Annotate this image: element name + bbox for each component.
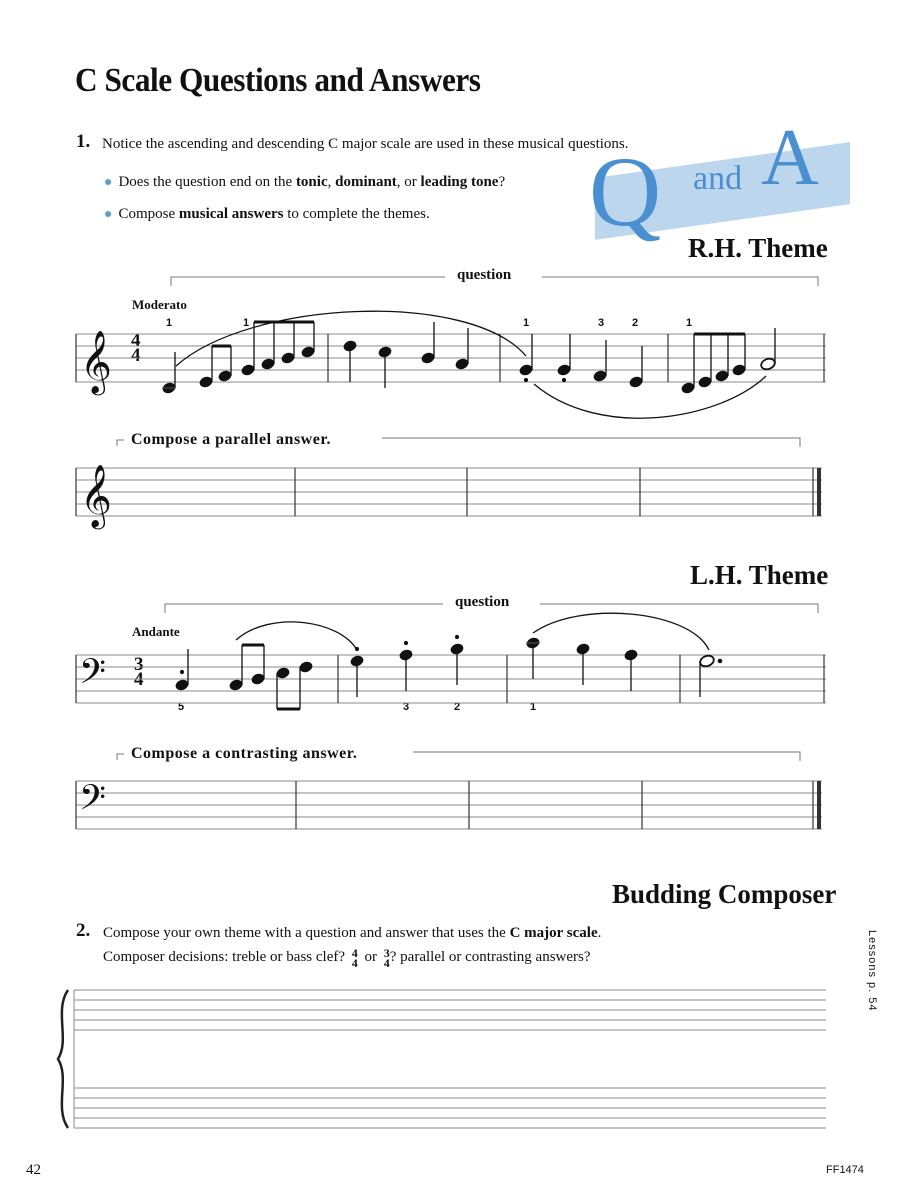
footer-code: FF1474 (826, 1164, 864, 1176)
bass-clef-icon: 𝄢 (79, 777, 107, 826)
time-sig-4-4: 4 4 (351, 945, 358, 970)
page-number: 42 (26, 1162, 41, 1178)
bullet-icon: ● (104, 207, 113, 222)
bullet-icon: ● (104, 175, 113, 190)
barlines (76, 330, 824, 829)
page-title: C Scale Questions and Answers (75, 62, 481, 99)
question-1-bullet-1: ● Does the question end on the tonic, dominant, or leading tone? (104, 174, 506, 190)
lh-answer-staff (76, 781, 822, 829)
rh-finger: 1 (166, 317, 173, 329)
rh-finger: 1 (243, 317, 250, 329)
bass-clef-icon: 𝄢 (79, 651, 107, 700)
treble-clef-icon: 𝄞 (80, 464, 112, 527)
question-1-number: 1. (76, 131, 91, 152)
lh-finger: 3 (403, 701, 410, 713)
lh-notes (175, 635, 722, 709)
rh-compose-label: Compose a parallel answer. (125, 431, 337, 449)
qa-logo-q: Q (589, 136, 662, 247)
rh-staff (76, 330, 826, 382)
question-1-text: Notice the ascending and descending C major scale are used in these musical questions. (102, 136, 629, 152)
rh-finger: 3 (598, 317, 605, 329)
lh-time-signature: 3 4 (134, 654, 144, 690)
rh-question-label: question (447, 267, 521, 284)
treble-clef-icon: 𝄞 (80, 330, 112, 393)
lh-theme-heading: L.H. Theme (690, 560, 829, 590)
question-1-bullet-2: ● Compose musical answers to complete the themes. (104, 206, 430, 222)
lh-question-label: question (445, 594, 519, 611)
lh-finger: 1 (530, 701, 537, 713)
lh-compose-label: Compose a contrasting answer. (125, 745, 363, 763)
qa-logo-and: and (693, 160, 743, 197)
lh-finger: 2 (454, 701, 461, 713)
lh-finger: 5 (178, 701, 185, 713)
rh-answer-staff (76, 468, 822, 516)
question-2-number: 2. (76, 920, 91, 941)
lh-slurs (236, 613, 709, 650)
lh-tempo: Andante (132, 624, 180, 639)
brace-icon (58, 990, 68, 1128)
time-sig-3-4: 3 4 (383, 945, 390, 970)
rh-finger: 1 (686, 317, 693, 329)
question-2-line-1: Compose your own theme with a question and answer that uses the C major scale. (103, 925, 602, 941)
side-note: Lessons p. 54 (866, 930, 878, 1012)
budding-composer-heading: Budding Composer (612, 879, 837, 909)
grand-staff (74, 990, 826, 1128)
rh-theme-heading: R.H. Theme (688, 233, 828, 263)
qa-logo-a: A (761, 114, 819, 202)
question-2-line-2: Composer decisions: treble or bass clef? 4 4 or 3 4 ? parallel or contrasting answers? (103, 945, 591, 970)
rh-finger: 2 (632, 317, 639, 329)
rh-finger: 1 (523, 317, 530, 329)
rh-time-signature: 4 4 (131, 330, 141, 366)
rh-tempo: Moderato (132, 297, 187, 312)
